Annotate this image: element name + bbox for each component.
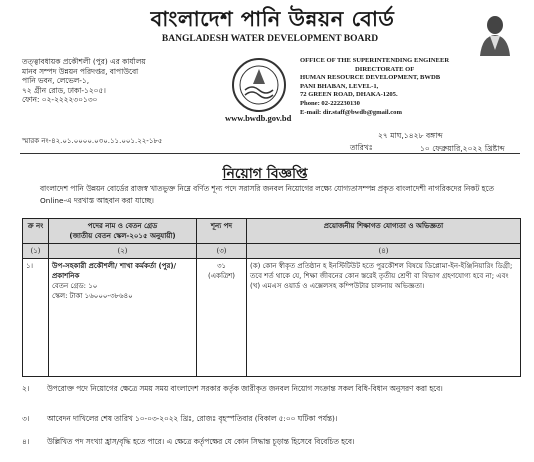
table-header-row <box>23 219 521 244</box>
requirement-a: (ক) কোন স্বীকৃত প্রতিষ্ঠান হ ইনস্টিটিউট হতে পুরকৌশল বিষয়ে ডিপ্লোমা-ইন-ইঞ্জিনিয়ারিং ডিগ্রী; তবে শর্ত থাকে যে, শিক্ষা জীবনের কোন স্তরেই তৃতীয় শ্রেণী বা বিভাগ গ্রহণযোগ্য হবে না; এবং <box>250 262 513 280</box>
address-line: Phone: 02-222230130 <box>300 99 360 107</box>
address-line: OFFICE OF THE SUPERINTENDING ENGINEER <box>300 57 450 64</box>
date-label: তারিখঃ <box>350 143 373 152</box>
address-line: DIRECTORATE OF <box>355 65 415 73</box>
vacancy-count-words: (একত্রিশ) <box>208 272 235 280</box>
note-item <box>22 413 517 424</box>
address-line: পানি ভবন, লেভেল-১, <box>22 76 90 86</box>
address-line: PANI BHABAN, LEVEL-1, <box>300 82 379 90</box>
divider <box>20 153 520 154</box>
note-item <box>22 436 517 447</box>
column-number: (১) <box>23 244 49 259</box>
row-requirements <box>247 259 521 377</box>
column-number-row <box>23 244 521 259</box>
note-number: ২। <box>22 384 30 393</box>
note-text: উল্লিখিত পদ সংখ্যা হ্রাস/বৃদ্ধি হতে পারে। এ ক্ষেত্রে কর্তৃপক্ষের যে কোন সিদ্ধান্ত চূড়ান্ত হিসেবে বিবেচিত হবে। <box>47 437 355 446</box>
header-requirements: প্রয়োজনীয় শিক্ষাগত যোগ্যতা ও অভিজ্ঞতা <box>247 219 521 244</box>
office-address-bangla <box>22 57 162 105</box>
header-vacancies: শূন্য পদ <box>197 219 247 244</box>
row-serial: ১। <box>23 259 49 377</box>
address-line: তত্ত্বাবধায়ক প্রকৌশলী (পুর) এর কার্যালয় <box>22 57 146 66</box>
note-number: ৩। <box>22 414 30 423</box>
vacancy-table <box>22 218 521 377</box>
notice-intro: বাংলাদেশ পানি উন্নয়ন বোর্ডের রাজস্ব খাতভুক্ত নিম্নে বর্ণিত শূন্য পদে সরাসরি জনবল নিয়োগের লক্ষ্যে যোগ্যতাসম্পন্ন প্রকৃত বাংলাদেশী নাগরিকদের নিকট হতে Online-এ দরখাস্ত আহবান করা যাচ্ছে। <box>40 184 494 205</box>
header-post-subtitle: (জাতীয় বেতন স্কেল-২০১৫ অনুযায়ী) <box>69 232 176 240</box>
note-number: ৪। <box>22 437 30 446</box>
vacancy-count: ৩১ <box>216 262 227 270</box>
address-line: মানব সম্পদ উন্নয়ন পরিদপ্তর, বাপাউবো <box>22 66 139 76</box>
column-number: (৪) <box>247 244 521 259</box>
note-text: উপরোক্ত পদে নিয়োগের ক্ষেত্রে সময় সময় বাংলাদেশ সরকার কর্তৃক জারীকৃত জনবল নিয়োগ সংক্রান্ত সকল বিধি-বিধান অনুসরণ করা হবে। <box>47 384 443 393</box>
header-serial: ক্র নং <box>23 219 49 244</box>
row-vacancies <box>197 259 247 377</box>
date-bangla: ২৭ মাঘ,১৪২৮ বঙ্গাব্দ <box>378 131 443 140</box>
website-url: www.bwdb.gov.bd <box>225 113 292 123</box>
org-title-english: BANGLADESH WATER DEVELOPMENT BOARD <box>161 34 379 44</box>
row-post <box>49 259 197 377</box>
column-number: (২) <box>49 244 197 259</box>
email-address: E-mail: dir.staff@bwdb@gmail.com <box>300 108 402 116</box>
address-line: ৭২ গ্রীন রোড, ঢাকা-১২০৫। <box>22 85 106 95</box>
pay-grade: বেতন গ্রেড: ১০ <box>52 282 98 290</box>
requirement-b: (খ) এমএস ওয়ার্ড ও এক্সেলসহ কম্পিউটার চালনায় অভিজ্ঞতা। <box>250 282 425 290</box>
address-line: ফোন: ০২-২২২২৩০১৩০ <box>22 95 98 105</box>
address-line: HUMAN RESOURCE DEVELOPMENT, BWDB <box>300 74 441 82</box>
date-gregorian: ১০ ফেব্রুয়ারি,২০২২ খ্রিষ্টাব্দ <box>420 144 505 153</box>
portrait-image <box>470 10 520 56</box>
note-text: আবেদন দাখিলের শেষ তারিখ ১০-০৩-২০২২ খ্রিঃ, রোজঃ বৃহস্পতিবার (বিকাল ৫:০০ ঘটিকা পর্যন্ত)। <box>47 414 338 423</box>
post-name: উপ-সহকারী প্রকৌশলী/ শাখা কর্মকর্তা (পুর)/প্রকাশনিক <box>52 262 177 280</box>
address-line: 72 GREEN ROAD, DHAKA-1205. <box>300 91 398 99</box>
notice-heading: নিয়োগ বিজ্ঞপ্তি <box>222 166 308 182</box>
note-item <box>22 383 517 394</box>
header-post-title: পদের নাম ও বেতন গ্রেড <box>87 222 158 230</box>
column-number: (৩) <box>197 244 247 259</box>
memo-number: স্মারক নং-৪২.০১.০০০০.০৩০.১১.০০১.২২-১৮৫ <box>22 137 163 145</box>
org-title-bangla: বাংলাদেশ পানি উন্নয়ন বোর্ড <box>150 6 395 31</box>
header-post <box>49 219 197 244</box>
bwdb-logo <box>231 57 287 113</box>
office-address-english <box>300 57 520 117</box>
table-row <box>23 259 521 377</box>
pay-scale: স্কেল: টাকা ১৬০০০-৩৮৬৪০ <box>52 292 133 300</box>
